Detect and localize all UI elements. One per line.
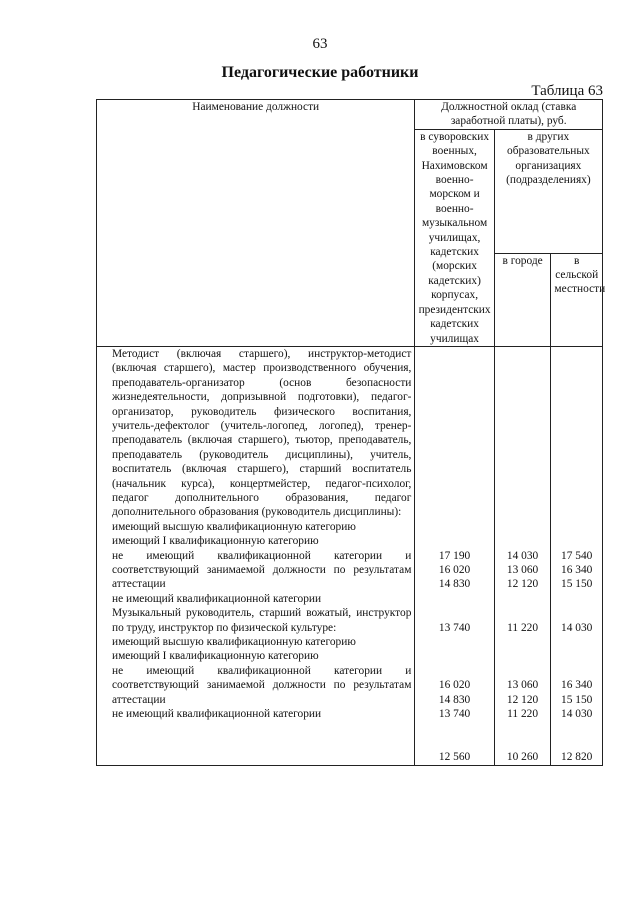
value-cell: 11 220 — [507, 621, 539, 634]
header-rural: в сельской местности — [551, 253, 603, 346]
value-cell: 14 030 — [561, 621, 593, 634]
value-cell: 12 120 — [506, 693, 539, 706]
value-cell: 16 020 — [438, 679, 471, 692]
header-position-name: Наименование должности — [97, 100, 415, 347]
row-label: не имеющий квалификационной категории и соответствующий занимаемой должности по результатам аттестации — [112, 549, 412, 591]
value-cell: 14 830 — [438, 578, 471, 591]
table-label: Таблица 63 — [531, 83, 603, 99]
value-cell: 12 120 — [506, 578, 539, 591]
row-label: имеющий высшую квалификационную категорию — [112, 636, 356, 649]
value-cell: 14 030 — [506, 549, 539, 562]
rural-column — [551, 346, 603, 765]
group-title: Музыкальный руководитель, старший вожатый, инструктор по труду, инструктор по физической культуре: — [112, 607, 412, 634]
row-label: не имеющий квалификационной категории — [112, 708, 322, 721]
value-cell: 16 340 — [561, 563, 593, 576]
row-label: не имеющий квалификационной категории и соответствующий занимаемой должности по результатам аттестации — [112, 664, 412, 706]
value-cell: 16 020 — [438, 563, 471, 576]
value-cell: 15 150 — [561, 578, 593, 591]
value-cell: 14 030 — [561, 707, 593, 720]
row-label: не имеющий квалификационной категории — [112, 592, 322, 605]
group-cell — [97, 346, 415, 765]
header-city: в городе — [494, 253, 551, 346]
page-title: Педагогические работники — [221, 64, 419, 81]
value-cell: 11 220 — [507, 707, 539, 720]
value-cell: 17 190 — [438, 549, 471, 562]
group-title: Методист (включая старшего), инструктор-методист (включая старшего), мастер производственного обучения, преподаватель-организатор (основ безопасности жизнедеятельности, допризывной подготовки), педагог-организатор, руководитель физического воспитания, учитель-дефектолог (учитель-логопед, логопед), тренер-преподаватель (включая старшего), тьютор, преподаватель, преподаватель (руководитель дисциплины), учитель, воспитатель (включая старшего), старший воспитатель (начальник курса), концертмейстер, педагог-психолог, педагог дополнительного образования, педагог дополнительного образования (руководитель дисциплины): — [112, 347, 412, 519]
value-cell: 16 340 — [561, 679, 593, 692]
value-cell: 15 150 — [561, 693, 593, 706]
value-cell: 12 820 — [561, 751, 593, 764]
value-cell: 14 830 — [438, 693, 471, 706]
value-cell: 13 740 — [438, 621, 471, 634]
page-number: 63 — [312, 36, 328, 52]
header-salary-group: Должностной оклад (ставка заработной платы), руб. — [415, 100, 603, 130]
table-row — [97, 346, 603, 765]
value-cell: 12 560 — [438, 751, 471, 764]
header-suvorov: в суворовских военных, Нахимовском военно-морском и военно-музыкальном училищах, кадетских (морских кадетских) корпусах, президентских кадетских училищах — [415, 129, 494, 346]
value-cell: 13 740 — [438, 707, 471, 720]
value-cell: 17 540 — [561, 549, 593, 562]
value-cell: 10 260 — [506, 751, 539, 764]
row-label: имеющий I квалификационную категорию — [112, 650, 319, 663]
salary-table — [96, 99, 606, 766]
header-other-orgs: в других образовательных организациях (подразделениях) — [494, 129, 602, 253]
suvorov-column — [415, 346, 494, 765]
city-column — [494, 346, 551, 765]
value-cell: 13 060 — [506, 679, 539, 692]
row-label: имеющий высшую квалификационную категорию — [112, 520, 356, 533]
row-label: имеющий I квалификационную категорию — [112, 535, 319, 548]
value-cell: 13 060 — [506, 563, 539, 576]
